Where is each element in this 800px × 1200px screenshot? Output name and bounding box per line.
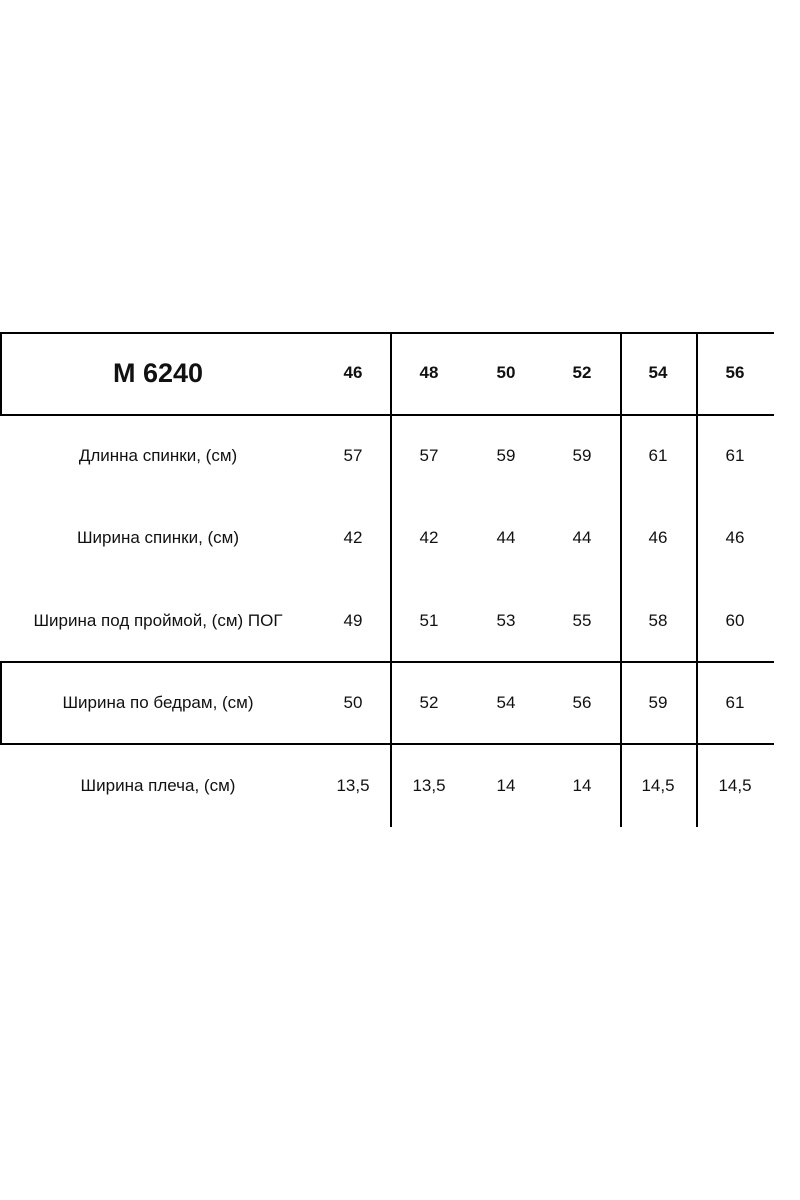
table-row xyxy=(0,497,774,579)
size-header: 52 xyxy=(572,363,592,382)
measurement-label: Ширина по бедрам, (см) xyxy=(62,693,254,712)
measurement-value: 57 xyxy=(419,446,439,465)
table-row xyxy=(0,745,774,827)
measurement-value: 60 xyxy=(725,611,745,630)
measurement-value: 46 xyxy=(725,528,745,547)
measurement-value: 54 xyxy=(496,693,516,712)
size-table xyxy=(0,332,774,827)
measurement-value: 14,5 xyxy=(641,776,675,795)
measurement-value: 61 xyxy=(725,693,745,712)
measurement-value: 52 xyxy=(419,693,439,712)
table-row xyxy=(0,662,774,744)
size-header: 48 xyxy=(419,363,439,382)
measurement-value: 42 xyxy=(419,528,439,547)
measurement-value: 49 xyxy=(343,611,363,630)
measurement-value: 61 xyxy=(725,446,745,465)
measurement-value: 14,5 xyxy=(718,776,752,795)
measurement-value: 14 xyxy=(572,776,592,795)
measurement-value: 42 xyxy=(343,528,363,547)
measurement-label: Длинна спинки, (см) xyxy=(78,446,238,465)
measurement-label: Ширина спинки, (см) xyxy=(76,528,240,547)
table-row xyxy=(0,580,774,662)
measurement-label: Ширина плеча, (см) xyxy=(80,776,236,795)
measurement-value: 44 xyxy=(572,528,592,547)
measurement-label: Ширина под проймой, (см) ПОГ xyxy=(33,611,283,630)
size-header: 56 xyxy=(725,363,745,382)
size-header: 50 xyxy=(496,363,516,382)
measurement-value: 50 xyxy=(343,693,363,712)
measurement-value: 13,5 xyxy=(336,776,370,795)
measurement-value: 53 xyxy=(496,611,516,630)
header-row xyxy=(0,332,774,414)
measurement-value: 44 xyxy=(496,528,516,547)
measurement-value: 51 xyxy=(419,611,439,630)
measurement-value: 55 xyxy=(572,611,592,630)
measurement-value: 13,5 xyxy=(412,776,446,795)
measurement-value: 14 xyxy=(496,776,516,795)
table-row xyxy=(0,415,774,497)
measurement-value: 56 xyxy=(572,693,592,712)
model-title: M 6240 xyxy=(112,357,204,388)
measurement-value: 57 xyxy=(343,446,363,465)
size-header: 54 xyxy=(648,363,668,382)
measurement-value: 59 xyxy=(572,446,592,465)
measurement-value: 59 xyxy=(496,446,516,465)
measurement-value: 46 xyxy=(648,528,668,547)
measurement-value: 61 xyxy=(648,446,668,465)
measurement-value: 58 xyxy=(648,611,668,630)
measurement-value: 59 xyxy=(648,693,668,712)
size-header: 46 xyxy=(343,363,363,382)
